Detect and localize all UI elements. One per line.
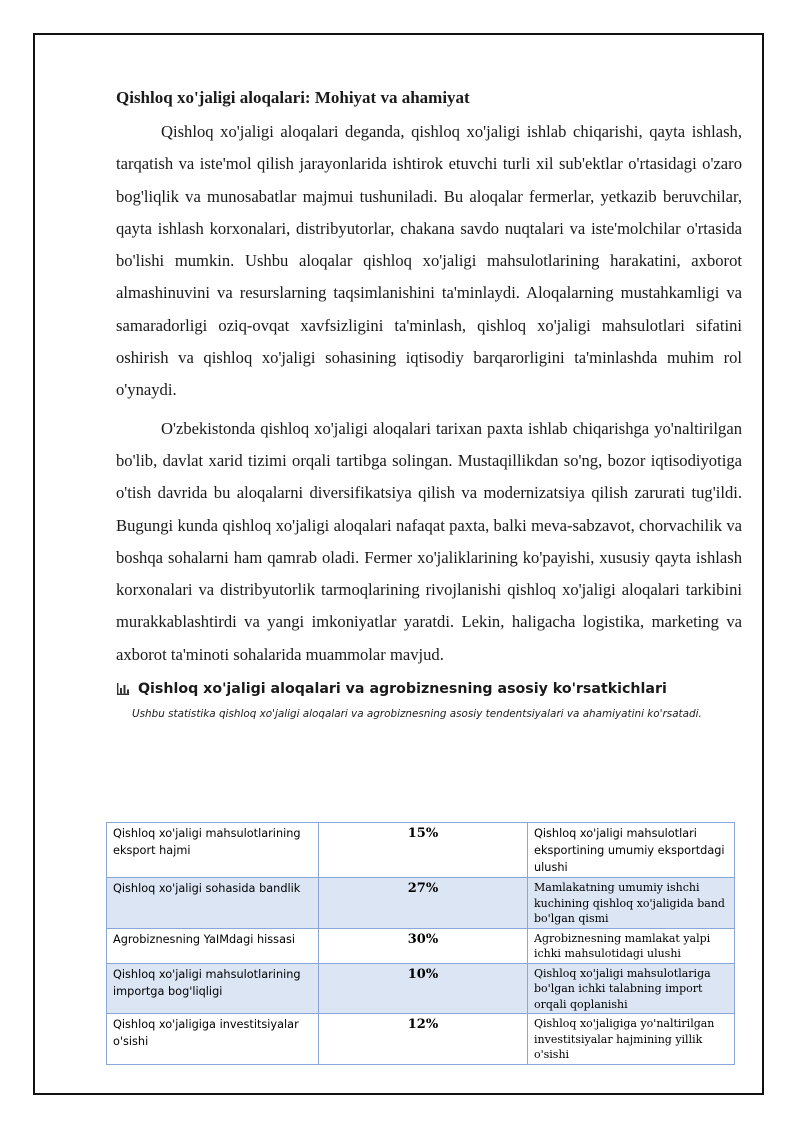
description-cell: Qishloq xo'jaligi mahsulotlari eksportining umumiy eksportdagi ulushi — [528, 823, 735, 878]
section-title — [116, 679, 742, 699]
description-cell: Qishloq xo'jaligiga yo'naltirilgan investitsiyalar hajmining yillik o'sishi — [528, 1014, 735, 1065]
indicators-table — [106, 822, 735, 1065]
paragraph-1: Qishloq xo'jaligi aloqalari deganda, qishloq xo'jaligi ishlab chiqarishi, qayta ishlash, tarqatish va iste'mol qilish jarayonlarida ishtirok etuvchi turli xil sub'ektlar o'rtasidagi o'zaro bog'liqlik va munosabatlar majmui tushuniladi. Bu aloqalar fermerlar, yetkazib beruvchilar, qayta ishlash korxonalari, distribyutorlar, chakana savdo nuqtalari va iste'molchilar o'rtasida bo'lishi mumkin. Ushbu aloqalar qishloq xo'jaligi mahsulotlarining harakatini, axborot almashinuvini va resurslarning taqsimlanishini ta'minlaydi. Aloqalarning mustahkamligi va samaradorligi oziq-ovqat xavfsizligini ta'minlash, qishloq xo'jaligi mahsulotlari sifatini oshirish va qishloq xo'jaligi sohasining iqtisodiy barqarorligini ta'minlashda muhim rol o'ynaydi. — [116, 122, 742, 400]
table-row — [107, 1014, 735, 1065]
table-row — [107, 878, 735, 929]
value-cell: 12% — [319, 1014, 528, 1065]
section-title-text: Qishloq xo'jaligi aloqalari va agrobiznesning asosiy ko'rsatkichlari — [138, 681, 667, 698]
indicator-cell: Qishloq xo'jaligiga investitsiyalar o'sishi — [107, 1014, 319, 1065]
description-cell: Agrobiznesning mamlakat yalpi ichki mahsulotidagi ulushi — [528, 928, 735, 963]
indicator-cell: Qishloq xo'jaligi sohasida bandlik — [107, 878, 319, 929]
description-cell: Mamlakatning umumiy ishchi kuchining qishloq xo'jaligida band bo'lgan qismi — [528, 878, 735, 929]
indicator-cell: Qishloq xo'jaligi mahsulotlarining importga bog'liqligi — [107, 963, 319, 1014]
table-row — [107, 963, 735, 1014]
indicator-cell: Qishloq xo'jaligi mahsulotlarining eksport hajmi — [107, 823, 319, 878]
description-cell: Qishloq xo'jaligi mahsulotlariga bo'lgan ichki talabning import orqali qoplanishi — [528, 963, 735, 1014]
value-cell: 27% — [319, 878, 528, 929]
paragraph-2: O'zbekistonda qishloq xo'jaligi aloqalari tarixan paxta ishlab chiqarishga yo'naltirilgan bo'lib, davlat xarid tizimi orqali tartibga solingan. Mustaqillikdan so'ng, bozor iqtisodiyotiga o'tish davrida bu aloqalarni diversifikatsiya qilish va modernizatsiya qilish zarurati tug'ildi. Bugungi kunda qishloq xo'jaligi aloqalari nafaqat paxta, balki meva-sabzavot, chorvachilik va boshqa sohalarni ham qamrab oladi. Fermer xo'jaliklarining ko'payishi, xususiy qayta ishlash korxonalari va distribyutorlik tarmoqlarining rivojlanishi qishloq xo'jaligi aloqalari tarkibini murakkablashtirdi va yangi imkoniyatlar yaratdi. Lekin, haligacha logistika, marketing va axborot ta'minoti sohalarida muammolar mavjud. — [116, 418, 742, 664]
value-cell: 15% — [319, 823, 528, 878]
bar-chart-icon — [116, 682, 130, 696]
value-cell: 10% — [319, 963, 528, 1014]
page-title: Qishloq xo'jaligi aloqalari: Mohiyat va ahamiyat — [116, 88, 470, 107]
table-row — [107, 928, 735, 963]
indicator-cell: Agrobiznesning YaIMdagi hissasi — [107, 928, 319, 963]
value-cell: 30% — [319, 928, 528, 963]
document-body — [116, 86, 742, 730]
section-subtitle: Ushbu statistika qishloq xo'jaligi aloqalari va agrobiznesning asosiy tendentsiyalari va ahamiyatini ko'rsatadi. — [132, 708, 702, 721]
table-row — [107, 823, 735, 878]
